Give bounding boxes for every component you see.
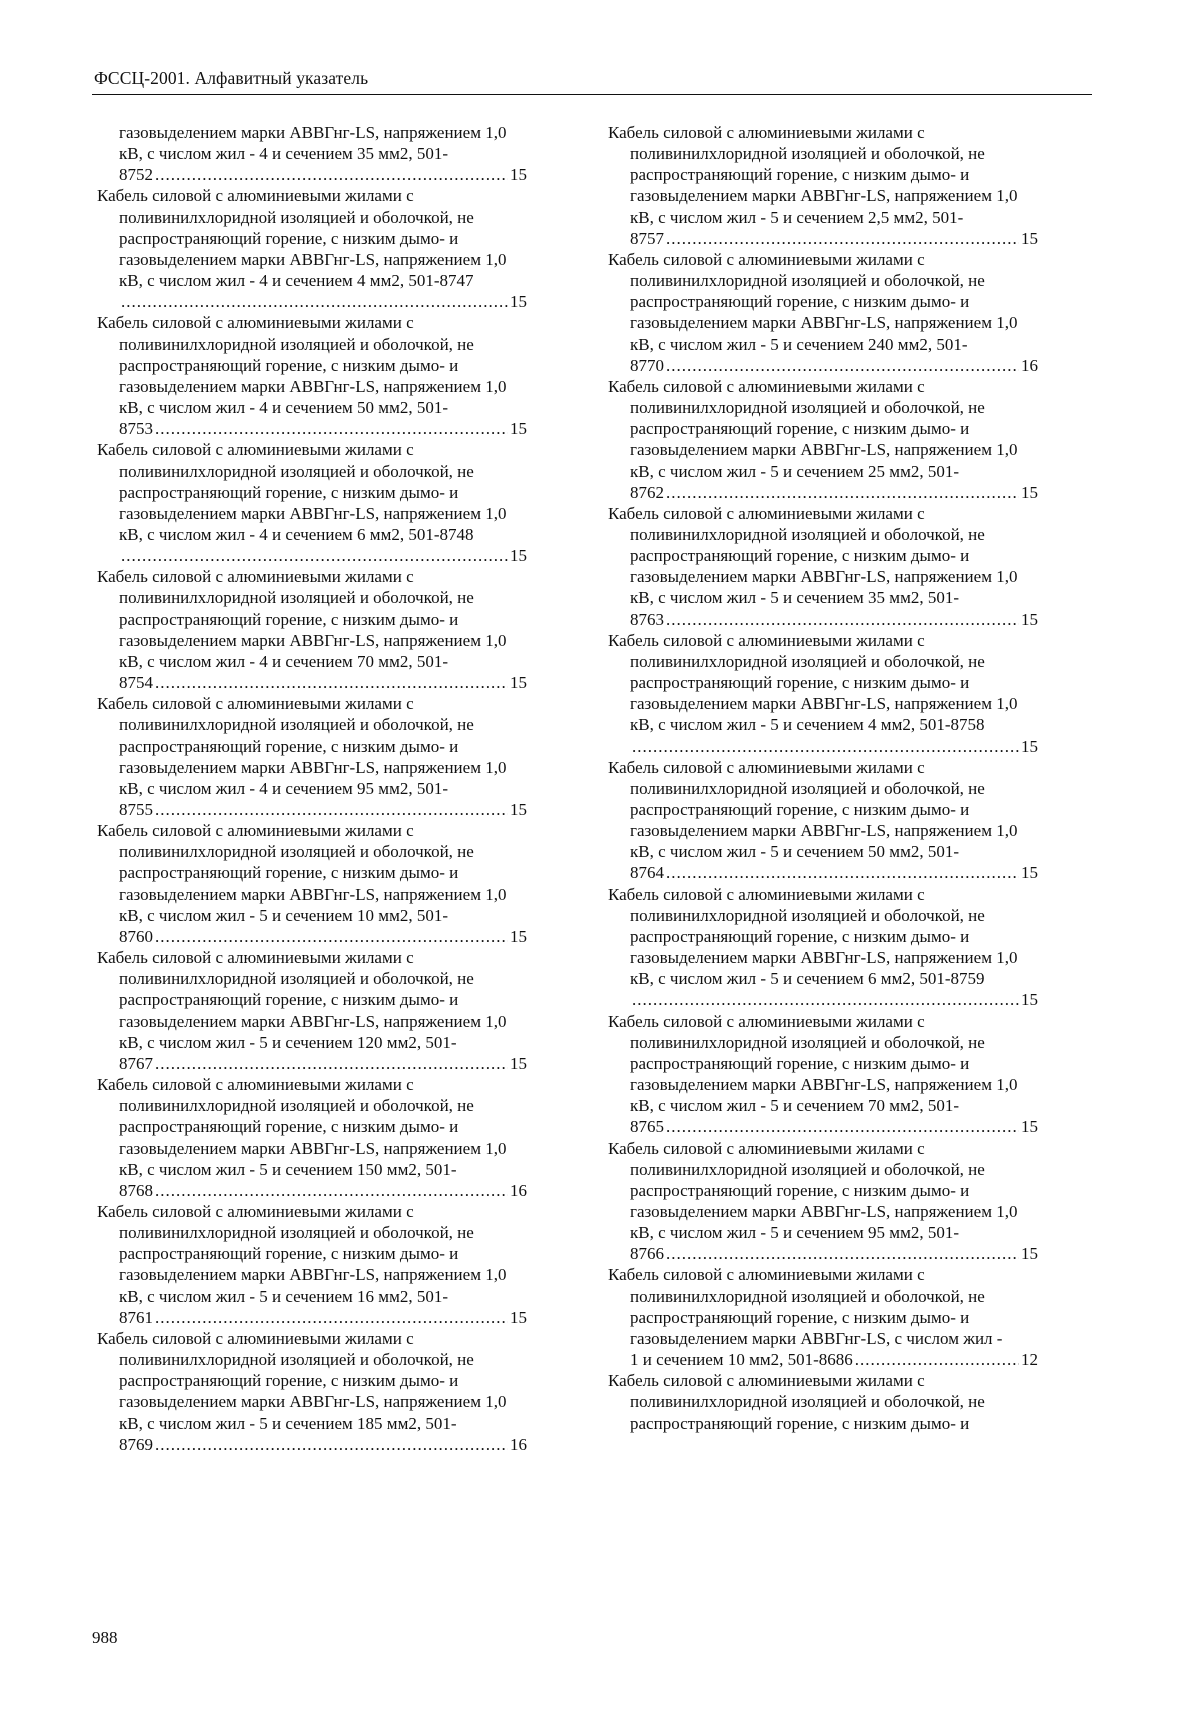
entry-page-ref: 16 [510, 1434, 527, 1454]
dot-leader [666, 482, 1019, 503]
entry-leader-line [119, 1053, 527, 1074]
entry-page-ref: 15 [510, 1307, 527, 1327]
entry-page-ref: 15 [1021, 863, 1038, 883]
index-entry [97, 566, 527, 693]
entry-page-ref: 15 [510, 546, 527, 566]
entry-page-ref: 15 [1021, 736, 1038, 756]
entry-leader-line [119, 926, 527, 947]
index-entry [608, 884, 1038, 1011]
entry-code-tail: 8769 [119, 1434, 153, 1454]
entry-text: Кабель силовой с алюминиевыми жилами с поливинилхлоридной изоляцией и оболочкой, не распространяющий горение, с низким дымо- и [608, 1371, 985, 1433]
index-entry [97, 693, 527, 820]
entry-code-tail: 8765 [630, 1117, 664, 1137]
entry-text: Кабель силовой с алюминиевыми жилами с поливинилхлоридной изоляцией и оболочкой, не распространяющий горение, с низким дымо- и газовыделением марки АВВГнг-LS, напряжением 1,0 кВ, с числом жил - 5 и сечением 35 мм2, 501- [608, 503, 1018, 608]
dot-leader [155, 164, 508, 185]
entry-leader-line [119, 545, 527, 566]
entry-code-tail: 8762 [630, 482, 664, 502]
dot-leader [155, 672, 508, 693]
entry-page-ref: 15 [1021, 228, 1038, 248]
dot-leader [666, 609, 1019, 630]
dot-leader [666, 1116, 1019, 1137]
entry-page-ref: 15 [510, 419, 527, 439]
entry-code-tail: 8754 [119, 673, 153, 693]
dot-leader [632, 989, 1019, 1010]
entry-text: Кабель силовой с алюминиевыми жилами с поливинилхлоридной изоляцией и оболочкой, не распространяющий горение, с низким дымо- и газовыделением марки АВВГнг-LS, напряжением 1,0 кВ, с числом жил - 5 и сечением 10 мм2, 501- [97, 821, 507, 925]
dot-leader [155, 1180, 508, 1201]
entry-page-ref: 15 [1021, 1117, 1038, 1137]
index-entry [608, 1370, 1038, 1433]
entry-text: Кабель силовой с алюминиевыми жилами с поливинилхлоридной изоляцией и оболочкой, не распространяющий горение, с низким дымо- и газовыделением марки АВВГнг-LS, напряжением 1,0 кВ, с числом жил - 5 и сечением 2,5 мм2, 501- [608, 123, 1018, 227]
entry-page-ref: 16 [510, 1180, 527, 1200]
entry-text: газовыделением марки АВВГнг-LS, напряжением 1,0 кВ, с числом жил - 4 и сечением 35 мм2, 501- [119, 123, 507, 164]
index-entry [97, 1074, 527, 1201]
dot-leader [155, 1307, 508, 1328]
entry-text: Кабель силовой с алюминиевыми жилами с поливинилхлоридной изоляцией и оболочкой, не распространяющий горение, с низким дымо- и газовыделением марки АВВГнг-LS, с числом жил - [608, 1265, 1003, 1348]
index-entry [97, 1328, 527, 1455]
entry-leader-line [630, 355, 1038, 376]
dot-leader [666, 228, 1019, 249]
index-entry [97, 312, 527, 439]
entry-text: Кабель силовой с алюминиевыми жилами с поливинилхлоридной изоляцией и оболочкой, не распространяющий горение, с низким дымо- и газовыделением марки АВВГнг-LS, напряжением 1,0 кВ, с числом жил - 5 и сечением 185 мм2, 501- [97, 1328, 507, 1433]
dot-leader [666, 1243, 1019, 1264]
index-entry [608, 1264, 1038, 1370]
entry-text: Кабель силовой с алюминиевыми жилами с поливинилхлоридной изоляцией и оболочкой, не распространяющий горение, с низким дымо- и газовыделением марки АВВГнг-LS, напряжением 1,0 кВ, с числом жил - 5 и сечением 4 мм2, 501-8758 [608, 630, 1018, 735]
entry-code-tail: 8763 [630, 609, 664, 629]
entry-leader-line [630, 609, 1038, 630]
entry-code-tail: 1 и сечением 10 мм2, 501-8686 [630, 1350, 853, 1370]
entry-text: Кабель силовой с алюминиевыми жилами с поливинилхлоридной изоляцией и оболочкой, не распространяющий горение, с низким дымо- и газовыделением марки АВВГнг-LS, напряжением 1,0 кВ, с числом жил - 4 и сечением 95 мм2, 501- [97, 694, 507, 798]
index-entry [97, 947, 527, 1074]
entry-code-tail: 8764 [630, 863, 664, 883]
entry-leader-line [630, 862, 1038, 883]
index-entry [608, 376, 1038, 503]
index-entry [608, 1138, 1038, 1265]
entry-leader-line [630, 736, 1038, 757]
entry-code-tail: 8760 [119, 926, 153, 946]
entry-leader-line [119, 799, 527, 820]
entry-page-ref: 15 [510, 800, 527, 819]
index-entry [608, 249, 1038, 376]
entry-leader-line [119, 291, 527, 312]
entry-text: Кабель силовой с алюминиевыми жилами с поливинилхлоридной изоляцией и оболочкой, не распространяющий горение, с низким дымо- и газовыделением марки АВВГнг-LS, напряжением 1,0 кВ, с числом жил - 5 и сечением 95 мм2, 501- [608, 1138, 1018, 1243]
entry-code-tail: 8752 [119, 165, 153, 185]
entry-leader-line [630, 1116, 1038, 1137]
entry-page-ref: 15 [510, 165, 527, 185]
entry-text: Кабель силовой с алюминиевыми жилами с поливинилхлоридной изоляцией и оболочкой, не распространяющий горение, с низким дымо- и газовыделением марки АВВГнг-LS, напряжением 1,0 кВ, с числом жил - 5 и сечением 120 мм2, 501- [97, 948, 507, 1052]
entry-page-ref: 16 [1021, 355, 1038, 375]
index-column-left [97, 122, 527, 1455]
entry-text: Кабель силовой с алюминиевыми жилами с поливинилхлоридной изоляцией и оболочкой, не распространяющий горение, с низким дымо- и газовыделением марки АВВГнг-LS, напряжением 1,0 кВ, с числом жил - 5 и сечением 6 мм2, 501-8759 [608, 884, 1018, 989]
entry-leader-line [119, 672, 527, 693]
index-entry [608, 1011, 1038, 1138]
entry-text: Кабель силовой с алюминиевыми жилами с поливинилхлоридной изоляцией и оболочкой, не распространяющий горение, с низким дымо- и газовыделением марки АВВГнг-LS, напряжением 1,0 кВ, с числом жил - 5 и сечением 16 мм2, 501- [97, 1201, 507, 1306]
entry-code-tail: 8768 [119, 1180, 153, 1200]
entry-page-ref: 15 [1021, 609, 1038, 629]
entry-text: Кабель силовой с алюминиевыми жилами с поливинилхлоридной изоляцией и оболочкой, не распространяющий горение, с низким дымо- и газовыделением марки АВВГнг-LS, напряжением 1,0 кВ, с числом жил - 4 и сечением 6 мм2, 501-8748 [97, 440, 507, 544]
entry-text: Кабель силовой с алюминиевыми жилами с поливинилхлоридной изоляцией и оболочкой, не распространяющий горение, с низким дымо- и газовыделением марки АВВГнг-LS, напряжением 1,0 кВ, с числом жил - 4 и сечением 50 мм2, 501- [97, 313, 507, 418]
entry-code-tail: 8761 [119, 1307, 153, 1327]
dot-leader [155, 1053, 508, 1074]
entry-code-tail: 8770 [630, 355, 664, 375]
entry-page-ref: 15 [1021, 1244, 1038, 1264]
entry-leader-line [119, 164, 527, 185]
index-column-right [608, 122, 1038, 1434]
entry-leader-line [119, 1180, 527, 1201]
entry-page-ref: 15 [1021, 482, 1038, 502]
entry-page-ref: 15 [1021, 990, 1038, 1010]
index-entry [608, 122, 1038, 249]
entry-leader-line [630, 482, 1038, 503]
entry-text: Кабель силовой с алюминиевыми жилами с поливинилхлоридной изоляцией и оболочкой, не распространяющий горение, с низким дымо- и газовыделением марки АВВГнг-LS, напряжением 1,0 кВ, с числом жил - 5 и сечением 70 мм2, 501- [608, 1011, 1018, 1116]
entry-leader-line [119, 418, 527, 439]
entry-page-ref: 15 [510, 1053, 527, 1073]
dot-leader [155, 926, 508, 947]
dot-leader [666, 862, 1019, 883]
entry-text: Кабель силовой с алюминиевыми жилами с поливинилхлоридной изоляцией и оболочкой, не распространяющий горение, с низким дымо- и газовыделением марки АВВГнг-LS, напряжением 1,0 кВ, с числом жил - 5 и сечением 150 мм2, 501- [97, 1075, 507, 1179]
entry-leader-line [630, 228, 1038, 249]
entry-text: Кабель силовой с алюминиевыми жилами с поливинилхлоридной изоляцией и оболочкой, не распространяющий горение, с низким дымо- и газовыделением марки АВВГнг-LS, напряжением 1,0 кВ, с числом жил - 4 и сечением 4 мм2, 501-8747 [97, 186, 507, 291]
entry-code-tail: 8767 [119, 1053, 153, 1073]
dot-leader [666, 355, 1019, 376]
header-title: ФССЦ-2001. Алфавитный указатель [94, 68, 369, 88]
dot-leader [121, 291, 508, 312]
dot-leader [632, 736, 1019, 757]
entry-leader-line [630, 989, 1038, 1010]
dot-leader [855, 1349, 1019, 1370]
running-header [92, 66, 1092, 95]
entry-page-ref: 15 [510, 673, 527, 693]
index-entry [608, 630, 1038, 757]
entry-code-tail: 8755 [119, 800, 153, 819]
entry-text: Кабель силовой с алюминиевыми жилами с поливинилхлоридной изоляцией и оболочкой, не распространяющий горение, с низким дымо- и газовыделением марки АВВГнг-LS, напряжением 1,0 кВ, с числом жил - 4 и сечением 70 мм2, 501- [97, 567, 507, 671]
entry-text: Кабель силовой с алюминиевыми жилами с поливинилхлоридной изоляцией и оболочкой, не распространяющий горение, с низким дымо- и газовыделением марки АВВГнг-LS, напряжением 1,0 кВ, с числом жил - 5 и сечением 25 мм2, 501- [608, 376, 1018, 481]
entry-text: Кабель силовой с алюминиевыми жилами с поливинилхлоридной изоляцией и оболочкой, не распространяющий горение, с низким дымо- и газовыделением марки АВВГнг-LS, напряжением 1,0 кВ, с числом жил - 5 и сечением 50 мм2, 501- [608, 757, 1018, 862]
entry-text: Кабель силовой с алюминиевыми жилами с поливинилхлоридной изоляцией и оболочкой, не распространяющий горение, с низким дымо- и газовыделением марки АВВГнг-LS, напряжением 1,0 кВ, с числом жил - 5 и сечением 240 мм2, 501- [608, 249, 1018, 354]
entry-code-tail: 8757 [630, 228, 664, 248]
index-entry [97, 122, 527, 185]
index-entry [97, 820, 527, 947]
entry-leader-line [119, 1434, 527, 1455]
entry-page-ref: 12 [1021, 1350, 1038, 1370]
index-entry [608, 757, 1038, 884]
entry-code-tail: 8766 [630, 1244, 664, 1264]
dot-leader [155, 1434, 508, 1455]
entry-code-tail: 8753 [119, 419, 153, 439]
index-entry [97, 1201, 527, 1328]
entry-page-ref: 15 [510, 292, 527, 312]
dot-leader [121, 545, 508, 566]
index-entry [97, 185, 527, 312]
entry-leader-line [119, 1307, 527, 1328]
entry-page-ref: 15 [510, 926, 527, 946]
index-entry [608, 503, 1038, 630]
entry-leader-line [630, 1243, 1038, 1264]
index-entry [97, 439, 527, 566]
page-number: 988 [92, 1628, 118, 1647]
dot-leader [155, 799, 508, 820]
dot-leader [155, 418, 508, 439]
entry-leader-line [630, 1349, 1038, 1370]
